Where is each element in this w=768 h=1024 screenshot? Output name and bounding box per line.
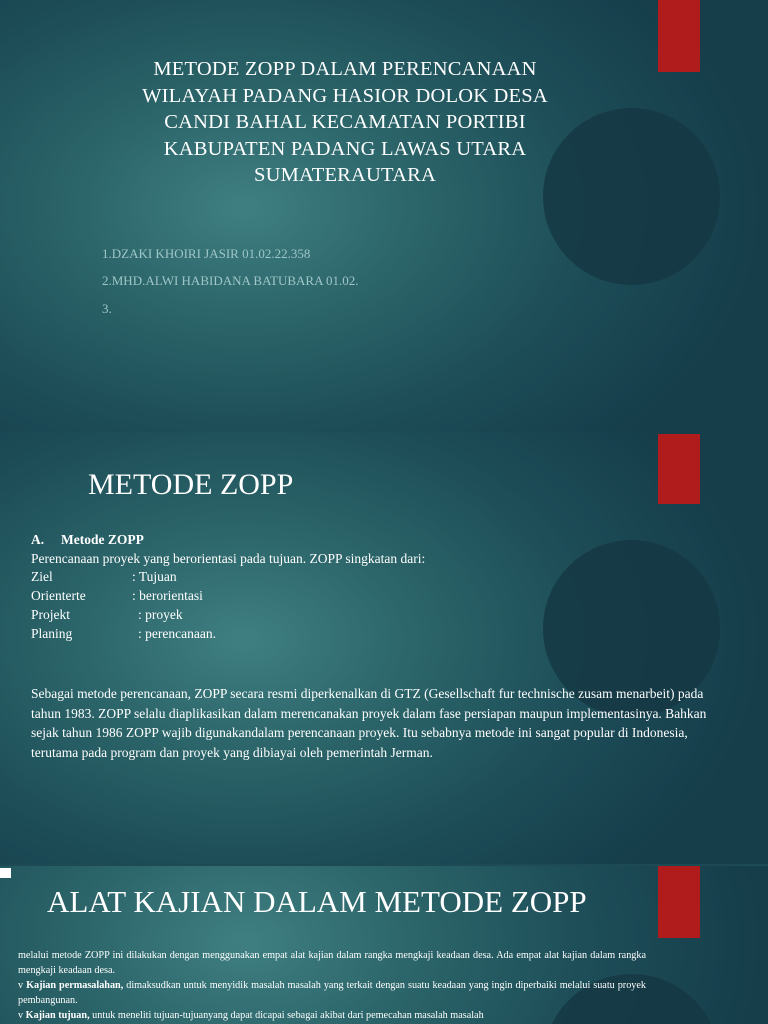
author-line-3: 3. xyxy=(102,301,112,316)
author-line-2: 2.MHD.ALWI HABIDANA BATUBARA 01.02. xyxy=(102,273,359,288)
term-meaning: : proyek xyxy=(138,607,183,622)
slide-marker xyxy=(0,868,11,878)
term: Projekt xyxy=(31,607,70,622)
body-text xyxy=(18,948,646,1023)
term-meaning: : berorientasi xyxy=(132,588,203,603)
presentation-title: METODE ZOPP DALAM PERENCANAAN WILAYAH PADANG HASIOR DOLOK DESA CANDI BAHAL KECAMATAN PORTIBI KABUPATEN PADANG LAWAS UTARA SUMATERAUTARA xyxy=(142,58,548,186)
term-meaning: : perencanaan. xyxy=(138,626,216,641)
term-row xyxy=(31,626,216,642)
slide-heading: METODE ZOPP xyxy=(88,468,294,501)
bullet-text: dimaksudkan untuk menyidik masalah masalah yang terkait dengan suatu keadaan yang ingin diperbaiki melalui suatu proyek pembangunan. xyxy=(18,980,647,1006)
term: Ziel xyxy=(31,569,53,584)
intro-paragraph: melalui metode ZOPP ini dilakukan dengan menggunakan empat alat kajian dalam rangka mengkaji keadaan desa. Ada empat alat kajian dalam rangka mengkaji keadaan desa. xyxy=(18,950,646,976)
term-row xyxy=(31,588,203,604)
term-meaning: : Tujuan xyxy=(132,569,177,584)
bullet-item xyxy=(18,978,646,1008)
bullet-marker: v xyxy=(18,1010,26,1021)
bullet-item xyxy=(18,1008,646,1023)
slide-title xyxy=(0,0,768,432)
bullet-term: Kajian permasalahan, xyxy=(26,980,124,991)
bullet-term: Kajian tujuan, xyxy=(25,1010,90,1021)
slide-metode-zopp xyxy=(0,432,768,864)
term-row xyxy=(31,569,177,585)
term: Planing xyxy=(31,626,73,641)
red-accent-bar xyxy=(658,434,700,504)
section-label: A. Metode ZOPP xyxy=(31,532,144,547)
intro-text: Perencanaan proyek yang berorientasi pada tujuan. ZOPP singkatan dari: xyxy=(31,551,426,566)
red-accent-bar xyxy=(658,0,700,72)
author-line-1: 1.DZAKI KHOIRI JASIR 01.02.22.358 xyxy=(102,246,311,261)
term: Orienterte xyxy=(31,588,86,603)
term-row xyxy=(31,607,183,623)
bullet-text: untuk meneliti tujuan-tujuanyang dapat dicapai sebagai akibat dari pemecahan masalah masalah xyxy=(89,1010,484,1021)
slide-heading: ALAT KAJIAN DALAM METODE ZOPP xyxy=(47,884,587,919)
description-paragraph: Sebagai metode perencanaan, ZOPP secara resmi diperkenalkan di GTZ (Gesellschaft fur technische zusam menarbeit) pada tahun 1983. ZOPP selalu diaplikasikan dalam merencanakan proyek dalam fase persiapan maupun implementasinya. Bahkan sejak tahun 1986 ZOPP wajib digunakandalam perencanaan proyek. Itu sebabnya metode ini sangat popular di Indonesia, terutama pada program dan proyek yang dibiayai oleh pemerintah Jerman. xyxy=(31,686,707,760)
slide-alat-kajian xyxy=(0,866,768,1024)
bullet-marker: v xyxy=(18,980,27,991)
red-accent-bar xyxy=(658,866,700,938)
